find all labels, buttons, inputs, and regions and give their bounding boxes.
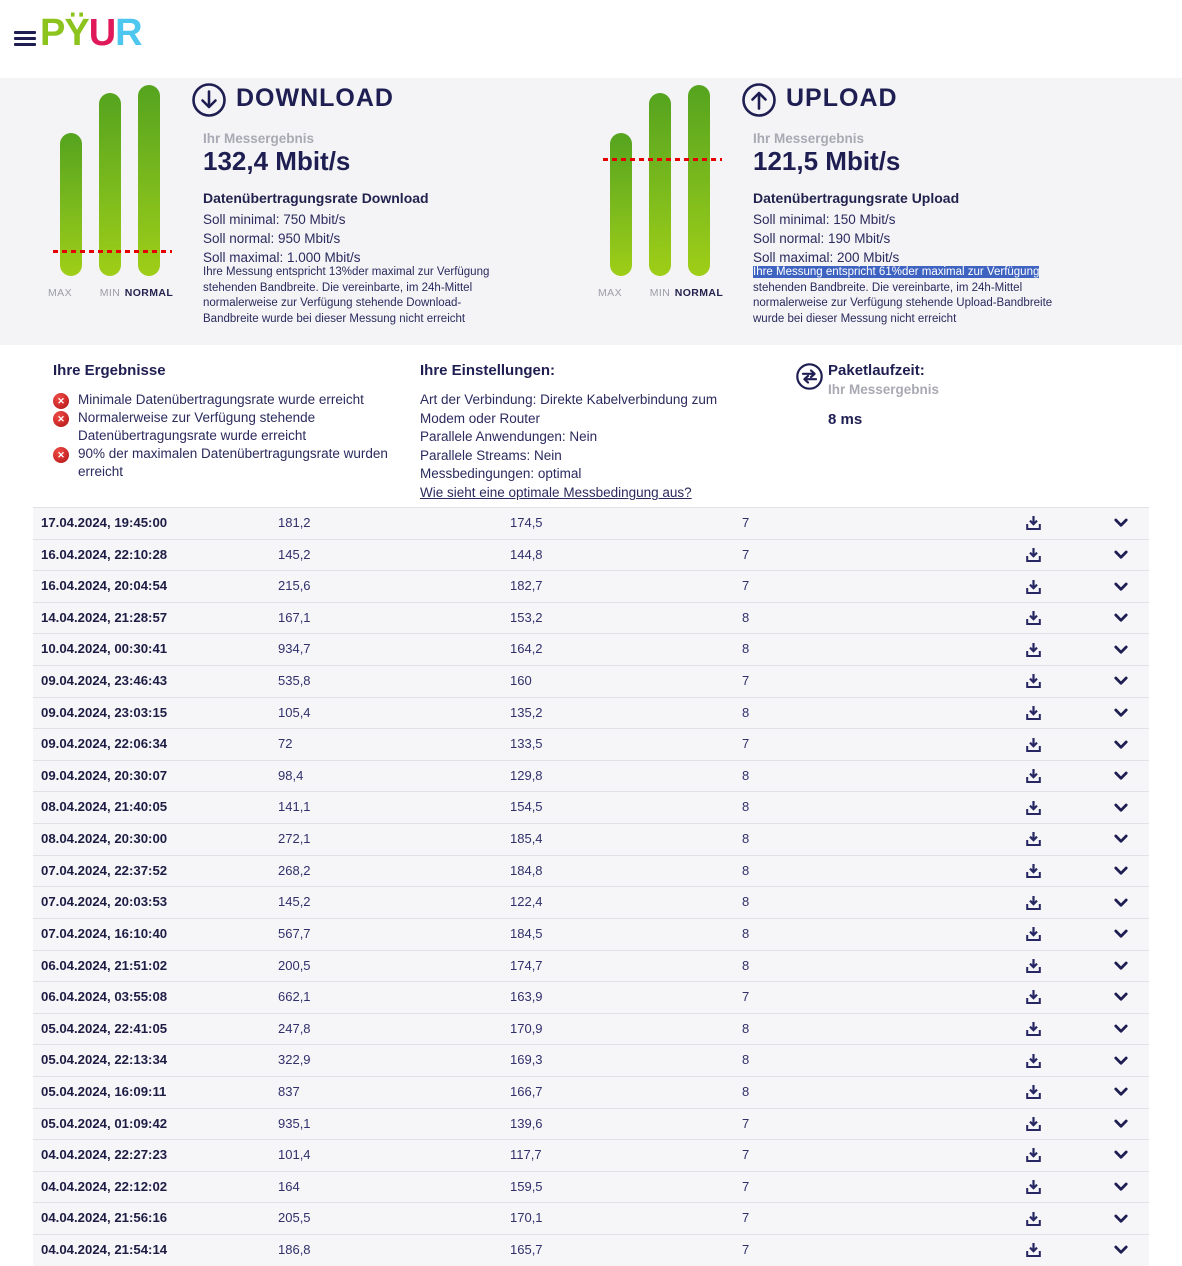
row-date: 05.04.2024, 22:41:05 (41, 1020, 168, 1036)
download-tray-icon[interactable] (1025, 761, 1042, 792)
row-download-value: 934,7 (278, 641, 311, 657)
download-panel (0, 78, 560, 345)
row-upload-value: 174,5 (510, 515, 543, 530)
row-date: 08.04.2024, 21:40:05 (41, 799, 168, 815)
settings-line: Parallele Anwendungen: Nein (420, 429, 598, 444)
results-title: Ihre Ergebnisse (53, 362, 166, 379)
table-row (33, 1076, 1149, 1108)
row-ping-value: 7 (742, 673, 750, 689)
row-date: 09.04.2024, 22:06:34 (41, 736, 168, 752)
table-row (33, 823, 1149, 855)
row-upload-value: 174,7 (510, 957, 543, 973)
chevron-down-icon[interactable] (1114, 824, 1128, 855)
row-ping-value: 8 (742, 862, 750, 878)
row-date: 06.04.2024, 21:51:02 (41, 957, 168, 973)
bar-min (60, 133, 82, 276)
row-ping-value: 8 (742, 894, 750, 910)
upload-circle-icon (741, 82, 777, 118)
download-tray-icon[interactable] (1025, 887, 1042, 918)
row-date: 10.04.2024, 00:30:41 (41, 641, 168, 657)
row-download-value: 164 (278, 1178, 300, 1194)
row-ping-value: 8 (742, 704, 750, 720)
table-row (33, 602, 1149, 634)
bar-min (610, 133, 632, 276)
row-download-value: 935,1 (278, 1115, 311, 1131)
row-ping-value: 8 (742, 609, 750, 625)
row-ping-value: 8 (742, 641, 750, 657)
download-tray-icon[interactable] (1025, 951, 1042, 982)
download-tray-icon[interactable] (1025, 603, 1042, 634)
pyur-logo[interactable] (40, 12, 142, 55)
chevron-down-icon[interactable] (1114, 1172, 1128, 1203)
download-tray-icon[interactable] (1025, 540, 1042, 571)
settings-lines (420, 391, 760, 484)
table-row (33, 665, 1149, 697)
row-ping-value: 8 (742, 1052, 750, 1068)
upload-title: UPLOAD (786, 84, 898, 112)
row-upload-value: 129,8 (510, 767, 543, 783)
table-row (33, 728, 1149, 760)
row-upload-value: 182,7 (510, 578, 543, 594)
soll-line: Soll maximal: 1.000 Mbit/s (203, 250, 361, 265)
row-download-value: 181,2 (278, 515, 311, 530)
row-download-value: 322,9 (278, 1052, 311, 1068)
soll-line: Soll normal: 190 Mbit/s (753, 231, 891, 246)
bar-normal (649, 93, 671, 276)
download-tray-icon[interactable] (1025, 1235, 1042, 1266)
table-row (33, 539, 1149, 571)
upload-note-rest: stehenden Bandbreite. Die vereinbarte, im 24h-Mittel normalerweise zur Verfügung stehende Upload-Bandbreite wurde bei dieser Messung nicht erreicht (753, 281, 1053, 326)
row-upload-value: 144,8 (510, 546, 543, 562)
row-ping-value: 7 (742, 1178, 750, 1194)
bar-normal (99, 93, 121, 276)
row-upload-value: 135,2 (510, 704, 543, 720)
download-tray-icon[interactable] (1025, 571, 1042, 602)
upload-rate-label: Datenübertragungsrate Upload (753, 190, 960, 206)
chevron-down-icon[interactable] (1114, 1077, 1128, 1108)
error-x-icon: ✕ (53, 447, 69, 463)
row-ping-value: 7 (742, 1210, 750, 1226)
download-tray-icon[interactable] (1025, 1140, 1042, 1171)
row-ping-value: 8 (742, 925, 750, 941)
measured-level-line (53, 250, 172, 253)
error-x-icon: ✕ (53, 393, 69, 409)
table-row (33, 981, 1149, 1013)
download-tray-icon[interactable] (1025, 1203, 1042, 1234)
chevron-down-icon[interactable] (1114, 919, 1128, 950)
row-ping-value: 7 (742, 989, 750, 1005)
row-upload-value: 153,2 (510, 609, 543, 625)
row-download-value: 101,4 (278, 1147, 311, 1163)
download-tray-icon[interactable] (1025, 1077, 1042, 1108)
row-download-value: 662,1 (278, 989, 311, 1005)
row-ping-value: 7 (742, 1147, 750, 1163)
row-download-value: 272,1 (278, 831, 311, 847)
summary-section (0, 345, 1182, 507)
chevron-down-icon[interactable] (1114, 856, 1128, 887)
row-upload-value: 184,8 (510, 862, 543, 878)
optimal-conditions-link[interactable]: Wie sieht eine optimale Messbedingung aus? (420, 485, 692, 500)
row-download-value: 167,1 (278, 609, 311, 625)
row-date: 04.04.2024, 22:27:23 (41, 1147, 168, 1163)
row-upload-value: 154,5 (510, 799, 543, 815)
download-tray-icon[interactable] (1025, 508, 1042, 539)
bar-max (138, 85, 160, 276)
soll-line: Soll normal: 950 Mbit/s (203, 231, 341, 246)
row-upload-value: 164,2 (510, 641, 543, 657)
chevron-down-icon[interactable] (1114, 1045, 1128, 1076)
chevron-down-icon[interactable] (1114, 666, 1128, 697)
row-download-value: 105,4 (278, 704, 311, 720)
settings-column (420, 362, 765, 503)
results-list (53, 391, 393, 481)
settings-title: Ihre Einstellungen: (420, 362, 556, 379)
chevron-down-icon[interactable] (1114, 508, 1128, 539)
chevron-down-icon[interactable] (1114, 1109, 1128, 1140)
soll-line: Soll maximal: 200 Mbit/s (753, 250, 900, 265)
chevron-down-icon[interactable] (1114, 761, 1128, 792)
table-row (33, 918, 1149, 950)
settings-line: Art der Verbindung: Direkte Kabelverbindung zum Modem oder Router (420, 392, 718, 426)
row-ping-value: 8 (742, 767, 750, 783)
row-date: 16.04.2024, 20:04:54 (41, 578, 168, 594)
logo-letter: U (88, 12, 116, 54)
download-rate-label: Datenübertragungsrate Download (203, 190, 429, 206)
row-upload-value: 185,4 (510, 831, 543, 847)
table-row (33, 1108, 1149, 1140)
measurement-table (33, 507, 1149, 1266)
row-date: 04.04.2024, 21:54:14 (41, 1242, 168, 1258)
download-tray-icon[interactable] (1025, 792, 1042, 823)
row-download-value: 837 (278, 1083, 300, 1099)
chevron-down-icon[interactable] (1114, 887, 1128, 918)
row-upload-value: 139,6 (510, 1115, 543, 1131)
table-row (33, 1013, 1149, 1045)
chevron-down-icon[interactable] (1114, 571, 1128, 602)
bar-label: NORMAL (124, 287, 174, 299)
row-download-value: 205,5 (278, 1210, 311, 1226)
latency-value: 8 ms (828, 411, 863, 428)
chevron-down-icon[interactable] (1114, 1203, 1128, 1234)
row-date: 09.04.2024, 20:30:07 (41, 767, 168, 783)
upload-result-value: 121,5 Mbit/s (753, 146, 901, 176)
download-result-label: Ihr Messergebnis (203, 131, 315, 146)
table-row (33, 570, 1149, 602)
latency-result-label: Ihr Messergebnis (828, 382, 940, 397)
table-row (33, 855, 1149, 887)
table-row (33, 507, 1149, 539)
download-tray-icon[interactable] (1025, 1014, 1042, 1045)
row-download-value: 145,2 (278, 546, 311, 562)
chevron-down-icon[interactable] (1114, 1140, 1128, 1171)
soll-line: Soll minimal: 150 Mbit/s (753, 212, 896, 227)
row-download-value: 98,4 (278, 767, 304, 783)
result-item (53, 409, 390, 445)
result-item (53, 445, 390, 481)
download-bars-chart (60, 85, 160, 276)
download-tray-icon[interactable] (1025, 729, 1042, 760)
table-row (33, 1044, 1149, 1076)
row-date: 16.04.2024, 22:10:28 (41, 546, 168, 562)
row-ping-value: 8 (742, 957, 750, 973)
row-ping-value: 7 (742, 1242, 750, 1258)
row-download-value: 268,2 (278, 862, 311, 878)
upload-note (753, 265, 1057, 328)
table-row (33, 791, 1149, 823)
download-tray-icon[interactable] (1025, 1045, 1042, 1076)
download-circle-icon (191, 82, 227, 118)
row-upload-value: 163,9 (510, 989, 543, 1005)
logo-letter: P (40, 12, 65, 54)
download-tray-icon[interactable] (1025, 634, 1042, 665)
row-date: 14.04.2024, 21:28:57 (41, 609, 168, 625)
row-date: 07.04.2024, 16:10:40 (41, 925, 168, 941)
chevron-down-icon[interactable] (1114, 698, 1128, 729)
row-upload-value: 184,5 (510, 925, 543, 941)
app-header (0, 0, 1182, 78)
row-download-value: 186,8 (278, 1242, 311, 1258)
row-upload-value: 159,5 (510, 1178, 543, 1194)
row-upload-value: 160 (510, 673, 532, 689)
chevron-down-icon[interactable] (1114, 792, 1128, 823)
row-upload-value: 133,5 (510, 736, 543, 752)
row-upload-value: 170,1 (510, 1210, 543, 1226)
upload-bar-labels (598, 287, 724, 301)
upload-soll-lines (753, 210, 899, 267)
row-upload-value: 166,7 (510, 1083, 543, 1099)
logo-letter: R (115, 12, 142, 54)
chevron-down-icon[interactable] (1114, 982, 1128, 1013)
download-tray-icon[interactable] (1025, 856, 1042, 887)
error-x-icon: ✕ (53, 411, 69, 427)
row-upload-value: 117,7 (510, 1147, 542, 1163)
row-date: 09.04.2024, 23:03:15 (41, 704, 168, 720)
latency-title: Paketlaufzeit: (828, 362, 925, 379)
row-date: 04.04.2024, 21:56:16 (41, 1210, 168, 1226)
row-upload-value: 170,9 (510, 1020, 543, 1036)
download-soll-lines (203, 210, 361, 267)
bar-label: NORMAL (674, 287, 724, 299)
bar-label: MAX (598, 287, 622, 299)
result-item-text: Normalerweise zur Verfügung stehende Datenübertragungsrate wurde erreicht (78, 410, 316, 443)
download-bar-labels (48, 287, 174, 301)
row-ping-value: 8 (742, 1083, 750, 1099)
table-row (33, 633, 1149, 665)
row-ping-value: 7 (742, 736, 750, 752)
chevron-down-icon[interactable] (1114, 951, 1128, 982)
row-ping-value: 7 (742, 578, 750, 594)
download-note: Ihre Messung entspricht 13%der maximal zur Verfügung stehenden Bandbreite. Die vereinbarte, im 24h-Mittel normalerweise zur Verfügung stehende Download-Bandbreite wurde bei dieser Messung nicht erreicht (203, 266, 490, 326)
upload-bars-chart (610, 85, 710, 276)
download-tray-icon[interactable] (1025, 824, 1042, 855)
row-download-value: 72 (278, 736, 293, 752)
chevron-down-icon[interactable] (1114, 1014, 1128, 1045)
row-date: 06.04.2024, 03:55:08 (41, 989, 168, 1005)
row-download-value: 535,8 (278, 673, 311, 689)
table-row (33, 760, 1149, 792)
logo-letter: Ÿ (64, 12, 89, 54)
row-ping-value: 7 (742, 546, 750, 562)
table-row (33, 950, 1149, 982)
row-date: 05.04.2024, 22:13:34 (41, 1052, 168, 1068)
table-row (33, 1139, 1149, 1171)
chevron-down-icon[interactable] (1114, 1235, 1128, 1266)
table-row (33, 697, 1149, 729)
selected-text-highlight: Ihre Messung entspricht 61%der maximal zur Verfügung (753, 266, 1040, 278)
chevron-down-icon[interactable] (1114, 540, 1128, 571)
row-ping-value: 8 (742, 1020, 750, 1036)
row-date: 07.04.2024, 20:03:53 (41, 894, 168, 910)
download-tray-icon[interactable] (1025, 666, 1042, 697)
table-row (33, 1171, 1149, 1203)
row-download-value: 141,1 (278, 799, 311, 815)
chevron-down-icon[interactable] (1114, 634, 1128, 665)
row-date: 05.04.2024, 01:09:42 (41, 1115, 168, 1131)
download-tray-icon[interactable] (1025, 1172, 1042, 1203)
download-tray-icon[interactable] (1025, 1109, 1042, 1140)
hamburger-menu-icon[interactable] (14, 31, 36, 46)
row-date: 05.04.2024, 16:09:11 (41, 1083, 167, 1099)
row-download-value: 145,2 (278, 894, 311, 910)
measured-level-line (603, 158, 722, 161)
chevron-down-icon[interactable] (1114, 603, 1128, 634)
table-row (33, 886, 1149, 918)
row-date: 07.04.2024, 22:37:52 (41, 862, 168, 878)
row-download-value: 215,6 (278, 578, 311, 594)
results-column (53, 362, 393, 481)
measurement-hero (0, 78, 1182, 345)
row-ping-value: 8 (742, 831, 750, 847)
row-download-value: 247,8 (278, 1020, 311, 1036)
soll-line: Soll minimal: 750 Mbit/s (203, 212, 346, 227)
row-ping-value: 8 (742, 799, 750, 815)
settings-line: Messbedingungen: optimal (420, 466, 582, 481)
bar-label: MIN (649, 287, 671, 299)
bar-label: MIN (99, 287, 121, 299)
row-date: 08.04.2024, 20:30:00 (41, 831, 168, 847)
row-date: 04.04.2024, 22:12:02 (41, 1178, 168, 1194)
result-item (53, 391, 390, 409)
result-item-text: Minimale Datenübertragungsrate wurde erreicht (78, 392, 364, 407)
row-date: 17.04.2024, 19:45:00 (41, 515, 168, 530)
upload-result-label: Ihr Messergebnis (753, 131, 865, 146)
download-title: DOWNLOAD (236, 84, 394, 112)
row-upload-value: 122,4 (510, 894, 543, 910)
row-ping-value: 7 (742, 515, 750, 530)
table-row (33, 1234, 1149, 1266)
download-tray-icon[interactable] (1025, 982, 1042, 1013)
result-item-text: 90% der maximalen Datenübertragungsrate wurden erreicht (78, 446, 388, 479)
row-date: 09.04.2024, 23:46:43 (41, 673, 168, 689)
packet-roundtrip-icon (796, 363, 823, 390)
row-download-value: 200,5 (278, 957, 311, 973)
settings-line: Parallele Streams: Nein (420, 447, 562, 463)
row-ping-value: 7 (742, 1115, 750, 1131)
download-tray-icon[interactable] (1025, 698, 1042, 729)
table-row (33, 1202, 1149, 1234)
bar-max (688, 85, 710, 276)
upload-panel (550, 78, 1110, 345)
chevron-down-icon[interactable] (1114, 729, 1128, 760)
row-upload-value: 169,3 (510, 1052, 543, 1068)
download-result-value: 132,4 Mbit/s (203, 146, 351, 176)
row-download-value: 567,7 (278, 925, 311, 941)
row-upload-value: 165,7 (510, 1242, 543, 1258)
bar-label: MAX (48, 287, 72, 299)
download-tray-icon[interactable] (1025, 919, 1042, 950)
